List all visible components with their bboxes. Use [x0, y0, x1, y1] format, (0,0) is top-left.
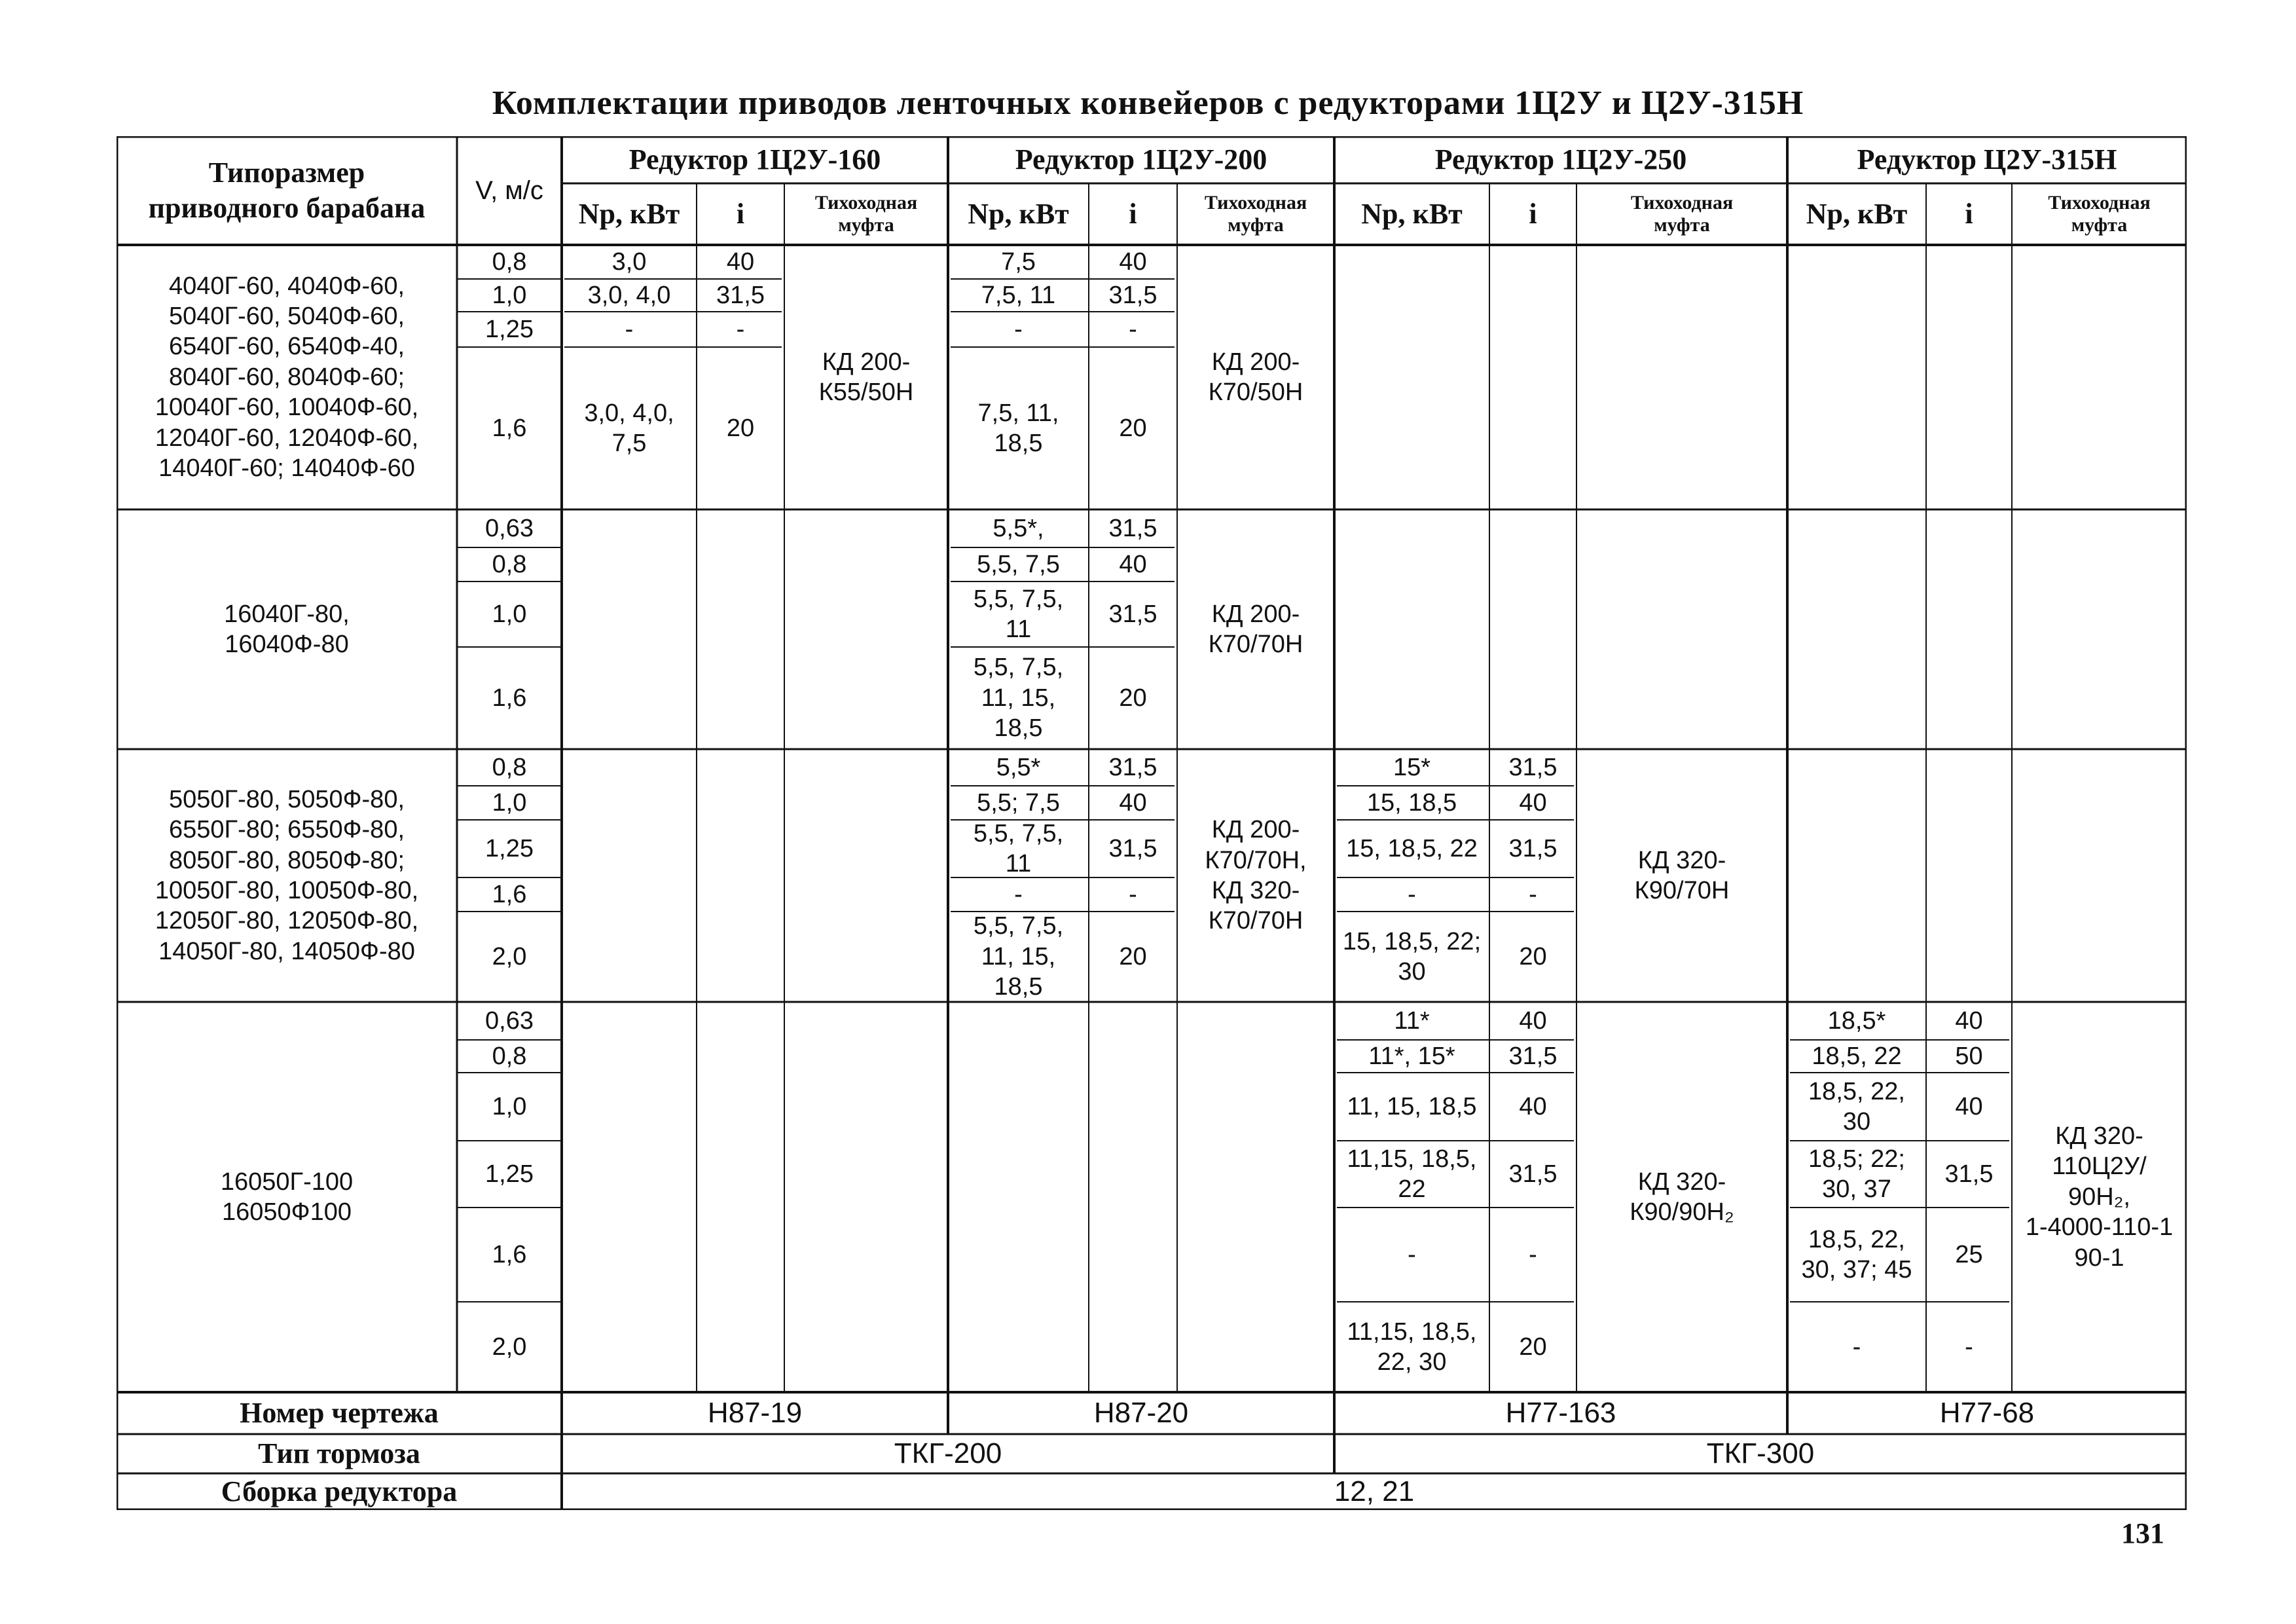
power-cell [948, 1302, 1089, 1392]
footer-drawing-label: Номер чертежа [240, 1397, 439, 1430]
ratio-cell [1926, 245, 2012, 279]
coupling-cell [1576, 245, 1787, 509]
power-cell [562, 647, 697, 749]
coupling-cell: КД 200- К70/70Н, КД 320- К70/70Н [1205, 816, 1307, 935]
ratio-cell: 20 [1119, 942, 1147, 970]
power-cell: 5,5, 7,5 [977, 550, 1060, 578]
power-cell [1787, 347, 1926, 509]
speed-cell: 0,63 [485, 1006, 534, 1035]
power-cell [562, 1040, 697, 1073]
power-cell [948, 1073, 1089, 1141]
header-power: Nр, кВт [968, 198, 1069, 231]
speed-cell: 1,25 [485, 1160, 534, 1188]
power-cell: - [1852, 1333, 1861, 1361]
ratio-cell [1489, 312, 1576, 347]
speed-cell: 1,0 [492, 281, 527, 309]
ratio-cell: 50 [1955, 1042, 1983, 1070]
power-cell: 7,5, 11, 18,5 [977, 399, 1059, 457]
power-cell: - [1014, 880, 1023, 908]
assembly-cell: 12, 21 [1334, 1475, 1415, 1508]
coupling-cell [1576, 509, 1787, 749]
ratio-cell: 40 [726, 248, 755, 276]
power-cell: 18,5, 22, 30 [1808, 1077, 1905, 1135]
ratio-cell: - [1129, 880, 1137, 908]
brake-type-cell: ТКГ-300 [1706, 1437, 1815, 1470]
power-cell [1334, 312, 1489, 347]
header-speed: V, м/с [475, 175, 543, 205]
header-reducer-group: Редуктор 1Ц2У-160 [629, 143, 881, 176]
power-cell [1787, 279, 1926, 312]
conveyor-drive-table [117, 136, 2187, 1510]
power-cell: 11,15, 18,5, 22, 30 [1347, 1318, 1477, 1376]
speed-cell: 1,6 [492, 684, 527, 712]
ratio-cell: - [1129, 315, 1137, 343]
ratio-cell [1089, 1073, 1177, 1141]
ratio-cell: 40 [1955, 1092, 1983, 1120]
coupling-cell [2012, 245, 2187, 509]
power-cell [562, 1141, 697, 1208]
power-cell: 5,5, 7,5, 11 [973, 585, 1064, 643]
power-cell: 5,5, 7,5, 11, 15, 18,5 [973, 654, 1064, 743]
speed-cell: 1,6 [492, 1240, 527, 1268]
power-cell [1787, 312, 1926, 347]
ratio-cell [697, 749, 784, 786]
drum-size-cell: 5050Г-80, 5050Ф-80, 6550Г-80; 6550Ф-80, 8050Г-80, 8050Ф-80; 10050Г-80, 10050Ф-80, 12050Г-80, 12050Ф-80, 14050Г-80, 14050Ф-80 [155, 785, 419, 965]
speed-cell: 0,8 [492, 248, 527, 276]
coupling-cell: КД 200- К55/50Н [818, 348, 914, 406]
ratio-cell: - [1529, 880, 1537, 908]
power-cell [948, 1141, 1089, 1208]
ratio-cell [1089, 1040, 1177, 1073]
power-cell [562, 547, 697, 581]
header-reducer-group: Редуктор 1Ц2У-250 [1434, 143, 1687, 176]
ratio-cell: 31,5 [1508, 1042, 1558, 1070]
header-drum-size: Типоразмер приводного барабана [148, 157, 426, 224]
header-power: Nр, кВт [1806, 198, 1908, 231]
header-coupling: Тихоходная муфта [1630, 191, 1734, 236]
ratio-cell: 40 [1119, 788, 1147, 817]
power-cell: 5,5* [996, 753, 1041, 781]
ratio-cell [1089, 1141, 1177, 1208]
ratio-cell [1089, 1302, 1177, 1392]
power-cell: 15, 18,5, 22; 30 [1342, 927, 1482, 986]
coupling-cell [2012, 749, 2187, 1002]
power-cell [1787, 912, 1926, 1002]
ratio-cell [1489, 245, 1576, 279]
power-cell [1334, 547, 1489, 581]
power-cell: - [1408, 1240, 1416, 1268]
header-power: Nр, кВт [1361, 198, 1463, 231]
coupling-cell [2012, 509, 2187, 749]
ratio-cell: 31,5 [1508, 1160, 1558, 1188]
power-cell: - [1014, 315, 1023, 343]
speed-cell: 0,63 [485, 514, 534, 542]
header-reducer-group: Редуктор Ц2У-315Н [1857, 143, 2117, 176]
header-ratio: i [1965, 198, 1973, 231]
power-cell: 18,5, 22 [1812, 1042, 1902, 1070]
coupling-cell: КД 320- К90/70Н [1634, 846, 1730, 904]
power-cell: 7,5, 11 [981, 281, 1056, 309]
power-cell [1787, 786, 1926, 820]
header-coupling: Тихоходная муфта [1204, 191, 1307, 236]
power-cell: - [625, 315, 634, 343]
power-cell [1787, 547, 1926, 581]
power-cell: 11,15, 18,5, 22 [1347, 1145, 1477, 1203]
ratio-cell [1489, 347, 1576, 509]
ratio-cell [697, 912, 784, 1002]
power-cell: 5,5, 7,5, 11 [973, 819, 1064, 877]
ratio-cell [697, 547, 784, 581]
ratio-cell [1926, 509, 2012, 547]
coupling-cell: КД 320- 110Ц2У/ 90Н₂, 1-4000-110-1 90-1 [2025, 1122, 2174, 1272]
power-cell [1787, 820, 1926, 877]
page-number: 131 [2121, 1517, 2164, 1549]
power-cell: 5,5*, [993, 514, 1044, 542]
ratio-cell [1489, 547, 1576, 581]
drum-size-cell: 16040Г-80, 16040Ф-80 [224, 600, 350, 658]
drum-size-cell: 4040Г-60, 4040Ф-60, 5040Г-60, 5040Ф-60, 6540Г-60, 6540Ф-40, 8040Г-60, 8040Ф-60; 10040Г-60, 10040Ф-60, 12040Г-60, 12040Ф-60, 14040Г-60; 14040Ф-60 [155, 272, 419, 482]
power-cell [1787, 509, 1926, 547]
ratio-cell: 31,5 [1108, 514, 1157, 542]
ratio-cell [1926, 877, 2012, 912]
power-cell: 18,5; 22; 30, 37 [1808, 1145, 1905, 1203]
power-cell: 7,5 [1001, 248, 1036, 276]
ratio-cell: 20 [1119, 684, 1147, 712]
power-cell [562, 786, 697, 820]
header-ratio: i [1129, 198, 1137, 231]
power-cell [562, 820, 697, 877]
ratio-cell: 31,5 [1108, 600, 1157, 628]
ratio-cell [697, 581, 784, 647]
power-cell: 5,5; 7,5 [977, 788, 1060, 817]
ratio-cell [697, 1302, 784, 1392]
coupling-cell [784, 749, 948, 1002]
speed-cell: 0,8 [492, 550, 527, 578]
header-coupling: Тихоходная муфта [2048, 191, 2151, 236]
ratio-cell: 31,5 [1944, 1160, 1994, 1188]
power-cell: 5,5, 7,5, 11, 15, 18,5 [973, 912, 1064, 1001]
ratio-cell: - [1529, 1240, 1537, 1268]
drum-size-cell: 16050Г-100 16050Ф100 [220, 1168, 354, 1226]
ratio-cell [697, 509, 784, 547]
ratio-cell: 25 [1955, 1240, 1983, 1268]
power-cell [562, 1208, 697, 1302]
power-cell [1787, 877, 1926, 912]
power-cell: 11, 15, 18,5 [1347, 1092, 1477, 1120]
speed-cell: 2,0 [492, 942, 527, 970]
ratio-cell [1926, 820, 2012, 877]
ratio-cell: 31,5 [716, 281, 765, 309]
speed-cell: 1,0 [492, 788, 527, 817]
ratio-cell: 20 [726, 414, 755, 442]
power-cell [948, 1208, 1089, 1302]
header-coupling: Тихоходная муфта [814, 191, 918, 236]
ratio-cell: 20 [1519, 942, 1547, 970]
ratio-cell: 40 [1519, 1092, 1547, 1120]
ratio-cell [1926, 647, 2012, 749]
ratio-cell [697, 1002, 784, 1040]
power-cell [562, 1073, 697, 1141]
ratio-cell [1926, 581, 2012, 647]
ratio-cell [1926, 279, 2012, 312]
header-reducer-group: Редуктор 1Ц2У-200 [1015, 143, 1267, 176]
ratio-cell: 40 [1119, 550, 1147, 578]
ratio-cell [1489, 581, 1576, 647]
power-cell [948, 1002, 1089, 1040]
ratio-cell [1926, 347, 2012, 509]
drawing-number-cell: Н77-68 [1939, 1397, 2035, 1430]
power-cell [562, 1002, 697, 1040]
ratio-cell: - [1965, 1333, 1973, 1361]
power-cell: 15, 18,5 [1366, 788, 1457, 817]
power-cell [562, 749, 697, 786]
coupling-cell [1177, 1002, 1334, 1392]
ratio-cell [697, 820, 784, 877]
ratio-cell: 31,5 [1108, 281, 1157, 309]
ratio-cell [697, 1040, 784, 1073]
power-cell [1334, 245, 1489, 279]
drawing-number-cell: Н87-19 [707, 1397, 803, 1430]
power-cell [948, 1040, 1089, 1073]
ratio-cell: 31,5 [1108, 834, 1157, 862]
coupling-cell: КД 200- К70/50Н [1208, 348, 1303, 406]
power-cell [1787, 749, 1926, 786]
power-cell: 3,0, 4,0 [587, 281, 671, 309]
speed-cell: 1,6 [492, 880, 527, 908]
power-cell [1334, 509, 1489, 547]
ratio-cell [697, 877, 784, 912]
power-cell [1334, 347, 1489, 509]
coupling-cell: КД 200- К70/70Н [1208, 600, 1303, 658]
power-cell [562, 1302, 697, 1392]
page-title: Комплектации приводов ленточных конвейеров с редукторами 1Ц2У и Ц2У-315Н [492, 84, 1804, 122]
power-cell [1334, 581, 1489, 647]
power-cell: 15, 18,5, 22 [1346, 834, 1478, 862]
ratio-cell: 31,5 [1508, 753, 1558, 781]
ratio-cell [1089, 1002, 1177, 1040]
ratio-cell: 40 [1955, 1006, 1983, 1035]
coupling-cell: КД 320- К90/90Н₂ [1630, 1168, 1734, 1226]
drawing-number-cell: Н87-20 [1093, 1397, 1189, 1430]
power-cell: 3,0, 4,0, 7,5 [584, 399, 674, 457]
coupling-cell [784, 1002, 948, 1392]
power-cell [1334, 279, 1489, 312]
ratio-cell: 40 [1519, 788, 1547, 817]
speed-cell: 1,25 [485, 834, 534, 862]
ratio-cell [1089, 1208, 1177, 1302]
power-cell [562, 912, 697, 1002]
footer-brake-label: Тип тормоза [258, 1437, 420, 1470]
power-cell [562, 877, 697, 912]
ratio-cell [1926, 547, 2012, 581]
header-ratio: i [1529, 198, 1537, 231]
ratio-cell: 31,5 [1108, 753, 1157, 781]
header-power: Nр, кВт [578, 198, 680, 231]
ratio-cell: 40 [1519, 1006, 1547, 1035]
ratio-cell [1489, 647, 1576, 749]
power-cell: - [1408, 880, 1416, 908]
header-ratio: i [736, 198, 745, 231]
ratio-cell [1926, 312, 2012, 347]
ratio-cell: 31,5 [1508, 834, 1558, 862]
ratio-cell [697, 647, 784, 749]
ratio-cell [1489, 279, 1576, 312]
coupling-cell [784, 509, 948, 749]
power-cell [562, 581, 697, 647]
power-cell [1787, 647, 1926, 749]
ratio-cell [697, 1141, 784, 1208]
power-cell: 15* [1393, 753, 1431, 781]
ratio-cell [697, 1073, 784, 1141]
power-cell [1787, 245, 1926, 279]
power-cell: 11*, 15* [1368, 1042, 1455, 1070]
ratio-cell [697, 1208, 784, 1302]
ratio-cell: 20 [1119, 414, 1147, 442]
speed-cell: 0,8 [492, 1042, 527, 1070]
ratio-cell [1489, 509, 1576, 547]
ratio-cell: 40 [1119, 248, 1147, 276]
speed-cell: 1,25 [485, 315, 534, 343]
ratio-cell [1926, 912, 2012, 1002]
speed-cell: 1,0 [492, 1092, 527, 1120]
speed-cell: 2,0 [492, 1333, 527, 1361]
brake-type-cell: ТКГ-200 [894, 1437, 1002, 1470]
speed-cell: 1,6 [492, 414, 527, 442]
speed-cell: 0,8 [492, 753, 527, 781]
power-cell: 3,0 [611, 248, 647, 276]
speed-cell: 1,0 [492, 600, 527, 628]
power-cell [562, 509, 697, 547]
footer-assembly-label: Сборка редуктора [221, 1475, 458, 1508]
ratio-cell [1926, 786, 2012, 820]
ratio-cell [1926, 749, 2012, 786]
power-cell: 18,5, 22, 30, 37; 45 [1801, 1225, 1912, 1283]
power-cell [1787, 581, 1926, 647]
ratio-cell [697, 786, 784, 820]
power-cell [1334, 647, 1489, 749]
power-cell: 18,5* [1827, 1006, 1886, 1035]
power-cell: 11* [1394, 1006, 1430, 1035]
ratio-cell: - [736, 315, 745, 343]
drawing-number-cell: Н77-163 [1505, 1397, 1616, 1430]
ratio-cell: 20 [1519, 1333, 1547, 1361]
